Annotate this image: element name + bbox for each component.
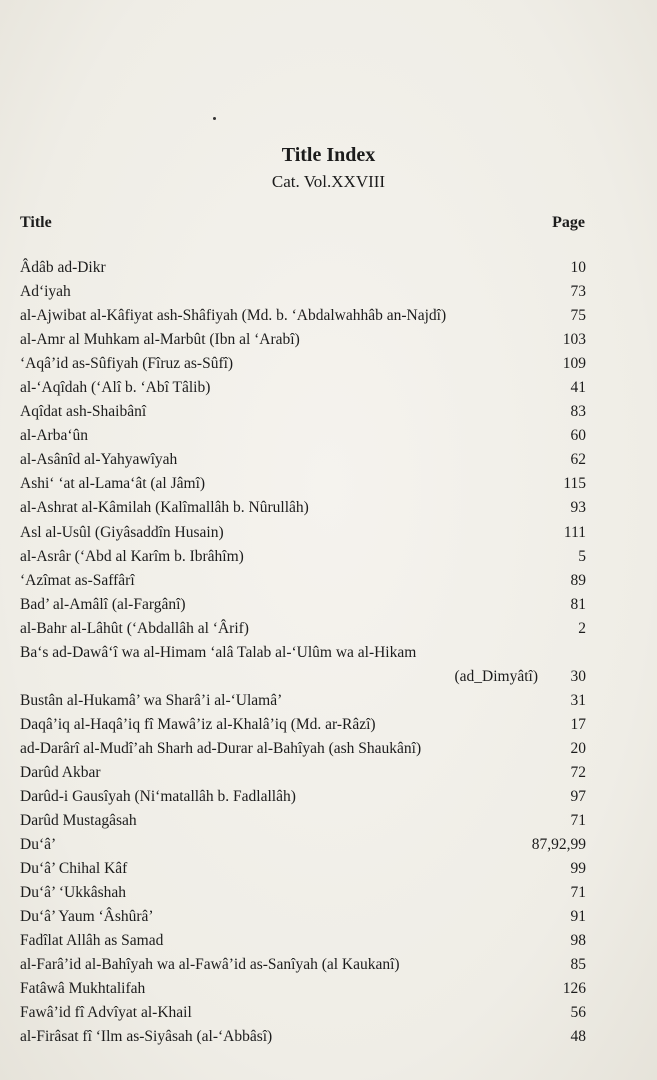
entry-page-number: 71 <box>570 811 586 829</box>
entry-page-number: 93 <box>570 499 586 517</box>
entry-page-number: 60 <box>570 427 586 445</box>
entry-title: Daqâ’iq al-Haqâ’iq fî Mawâ’iz al-Khalâ’iq (Md. ar-Râzî) <box>20 715 376 733</box>
entry-title: Ashi‘ ‘at al-Lama‘ât (al Jâmî) <box>20 475 206 493</box>
entry-title: Fawâ’id fî Advîyat al-Khail <box>20 1004 192 1022</box>
entry-page-number: 103 <box>562 331 586 349</box>
entry-page-number: 85 <box>570 956 586 974</box>
index-entry <box>20 641 586 689</box>
entry-page-number: 91 <box>570 908 586 926</box>
entry-title: Asl al-Usûl (Giyâsaddîn Husain) <box>20 523 224 541</box>
entry-page-number: 31 <box>570 691 586 709</box>
entry-page-number: 115 <box>563 475 586 493</box>
index-entry <box>20 809 586 833</box>
index-entry <box>20 713 586 737</box>
entry-title: al-Ajwibat al-Kâfiyat ash-Shâfiyah (Md. b. ‘Abdalwahhâb an-Najdî) <box>20 307 447 325</box>
entry-title: Aqîdat ash-Shaibânî <box>20 403 147 421</box>
index-entry <box>20 689 586 713</box>
entry-title: Darûd-i Gausîyah (Ni‘matallâh b. Fadlallâh) <box>20 787 296 805</box>
page-title: Title Index <box>281 144 376 166</box>
index-entry <box>20 280 586 304</box>
index-entry <box>20 593 586 617</box>
entry-page-number: 17 <box>570 715 586 733</box>
index-entry <box>20 472 586 496</box>
entry-title: al-Ashrat al-Kâmilah (Kalîmallâh b. Nûrullâh) <box>20 499 309 517</box>
entry-page-number: 2 <box>578 619 586 637</box>
entry-page-number: 30 <box>570 667 586 685</box>
entry-page-number: 73 <box>570 283 586 301</box>
entry-page-number: 71 <box>570 884 586 902</box>
entry-title: Du‘â’ <box>20 836 57 854</box>
index-entry <box>20 617 586 641</box>
entry-title: al-Firâsat fî ‘Ilm as-Siyâsah (al-‘Abbâsî) <box>20 1028 273 1046</box>
entry-title: Bad’ al-Amâlî (al-Fargânî) <box>20 595 186 613</box>
index-entry <box>20 521 586 545</box>
index-entry <box>20 496 586 520</box>
entry-page-number: 98 <box>570 932 586 950</box>
index-entry <box>20 929 586 953</box>
index-entry <box>20 953 586 977</box>
index-entry <box>20 376 586 400</box>
index-entry <box>20 1025 586 1049</box>
index-entry <box>20 352 586 376</box>
entry-page-number: 81 <box>570 595 586 613</box>
entry-title: al-Asrâr (‘Abd al Karîm b. Ibrâhîm) <box>20 547 244 565</box>
entry-title: ‘Azîmat as-Saffârî <box>20 571 135 589</box>
entry-title: Ad‘iyah <box>20 283 71 301</box>
entry-title: al-Arba‘ûn <box>20 427 88 445</box>
index-entry <box>20 569 586 593</box>
index-entry <box>20 737 586 761</box>
entry-title: al-Amr al Muhkam al-Marbût (Ibn al ‘Arabî) <box>20 331 300 349</box>
entry-page-number: 20 <box>570 739 586 757</box>
entry-title: Ba‘s ad-Dawâ‘î wa al-Himam ‘alâ Talab al-‘Ulûm wa al-Hikam <box>20 643 417 661</box>
entry-page-number: 10 <box>570 259 586 276</box>
entry-title: ad-Darârî al-Mudî’ah Sharh ad-Durar al-Bahîyah (ash Shaukânî) <box>20 739 422 757</box>
entry-page-number: 97 <box>570 787 586 805</box>
entry-title: Fadîlat Allâh as Samad <box>20 932 164 950</box>
entry-title: al-Asânîd al-Yahyawîyah <box>20 451 178 469</box>
index-entry <box>20 256 586 280</box>
entry-title: Bustân al-Hukamâ’ wa Sharâ’i al-‘Ulamâ’ <box>20 691 283 709</box>
index-entry <box>20 328 586 352</box>
bleed-through-text <box>560 118 563 133</box>
page-subtitle: Cat. Vol.XXVIII <box>271 172 386 191</box>
entry-title: Darûd Akbar <box>20 763 101 781</box>
index-entry <box>20 977 586 1001</box>
index-entry <box>20 785 586 809</box>
entry-page-number: 62 <box>570 451 586 469</box>
entry-page-number: 48 <box>570 1028 586 1046</box>
entry-page-number: 72 <box>570 763 586 781</box>
index-entry <box>20 881 586 905</box>
index-entry <box>20 448 586 472</box>
index-entry <box>20 424 586 448</box>
ink-dot <box>213 117 216 120</box>
entry-title: Âdâb ad-Dikr <box>20 259 106 276</box>
entry-page-number: 126 <box>562 980 586 998</box>
entry-title: ‘Aqâ’id as-Sûfiyah (Fîruz as-Sûfî) <box>20 355 234 373</box>
index-entry <box>20 1001 586 1025</box>
index-entry <box>20 833 586 857</box>
entry-title: Fatâwâ Mukhtalifah <box>20 980 146 998</box>
column-header-page: Page <box>552 214 585 231</box>
entry-page-number: 89 <box>570 571 586 589</box>
index-entry <box>20 400 586 424</box>
index-entry <box>20 545 586 569</box>
entry-page-number: 109 <box>562 355 586 373</box>
column-header-title: Title <box>20 214 52 231</box>
index-entry <box>20 905 586 929</box>
entry-title: Du‘â’ ‘Ukkâshah <box>20 884 127 902</box>
entry-page-number: 111 <box>563 523 586 541</box>
entry-page-number: 83 <box>570 403 586 421</box>
entry-title: Darûd Mustagâsah <box>20 811 137 829</box>
entry-page-number: 56 <box>570 1004 586 1022</box>
entry-title: Du‘â’ Yaum ‘Âshûrâ’ <box>20 908 154 926</box>
entry-title: al-Bahr al-Lâhût (‘Abdallâh al ‘Ârif) <box>20 619 249 637</box>
title-index-list <box>20 256 586 1049</box>
entry-page-number: 99 <box>570 860 586 878</box>
entry-title: al-Farâ’id al-Bahîyah wa al-Fawâ’id as-Sanîyah (al Kaukanî) <box>20 956 400 974</box>
entry-page-number: 5 <box>578 547 586 565</box>
entry-title: Du‘â’ Chihal Kâf <box>20 860 128 878</box>
index-entry <box>20 857 586 881</box>
entry-title-continued: (ad_Dimyâtî) <box>454 667 538 685</box>
entry-title: al-‘Aqîdah (‘Alî b. ‘Abî Tâlib) <box>20 379 211 397</box>
entry-page-number: 87,92,99 <box>531 836 586 854</box>
entry-page-number: 75 <box>570 307 586 325</box>
index-entry <box>20 304 586 328</box>
index-entry <box>20 761 586 785</box>
entry-page-number: 41 <box>570 379 586 397</box>
